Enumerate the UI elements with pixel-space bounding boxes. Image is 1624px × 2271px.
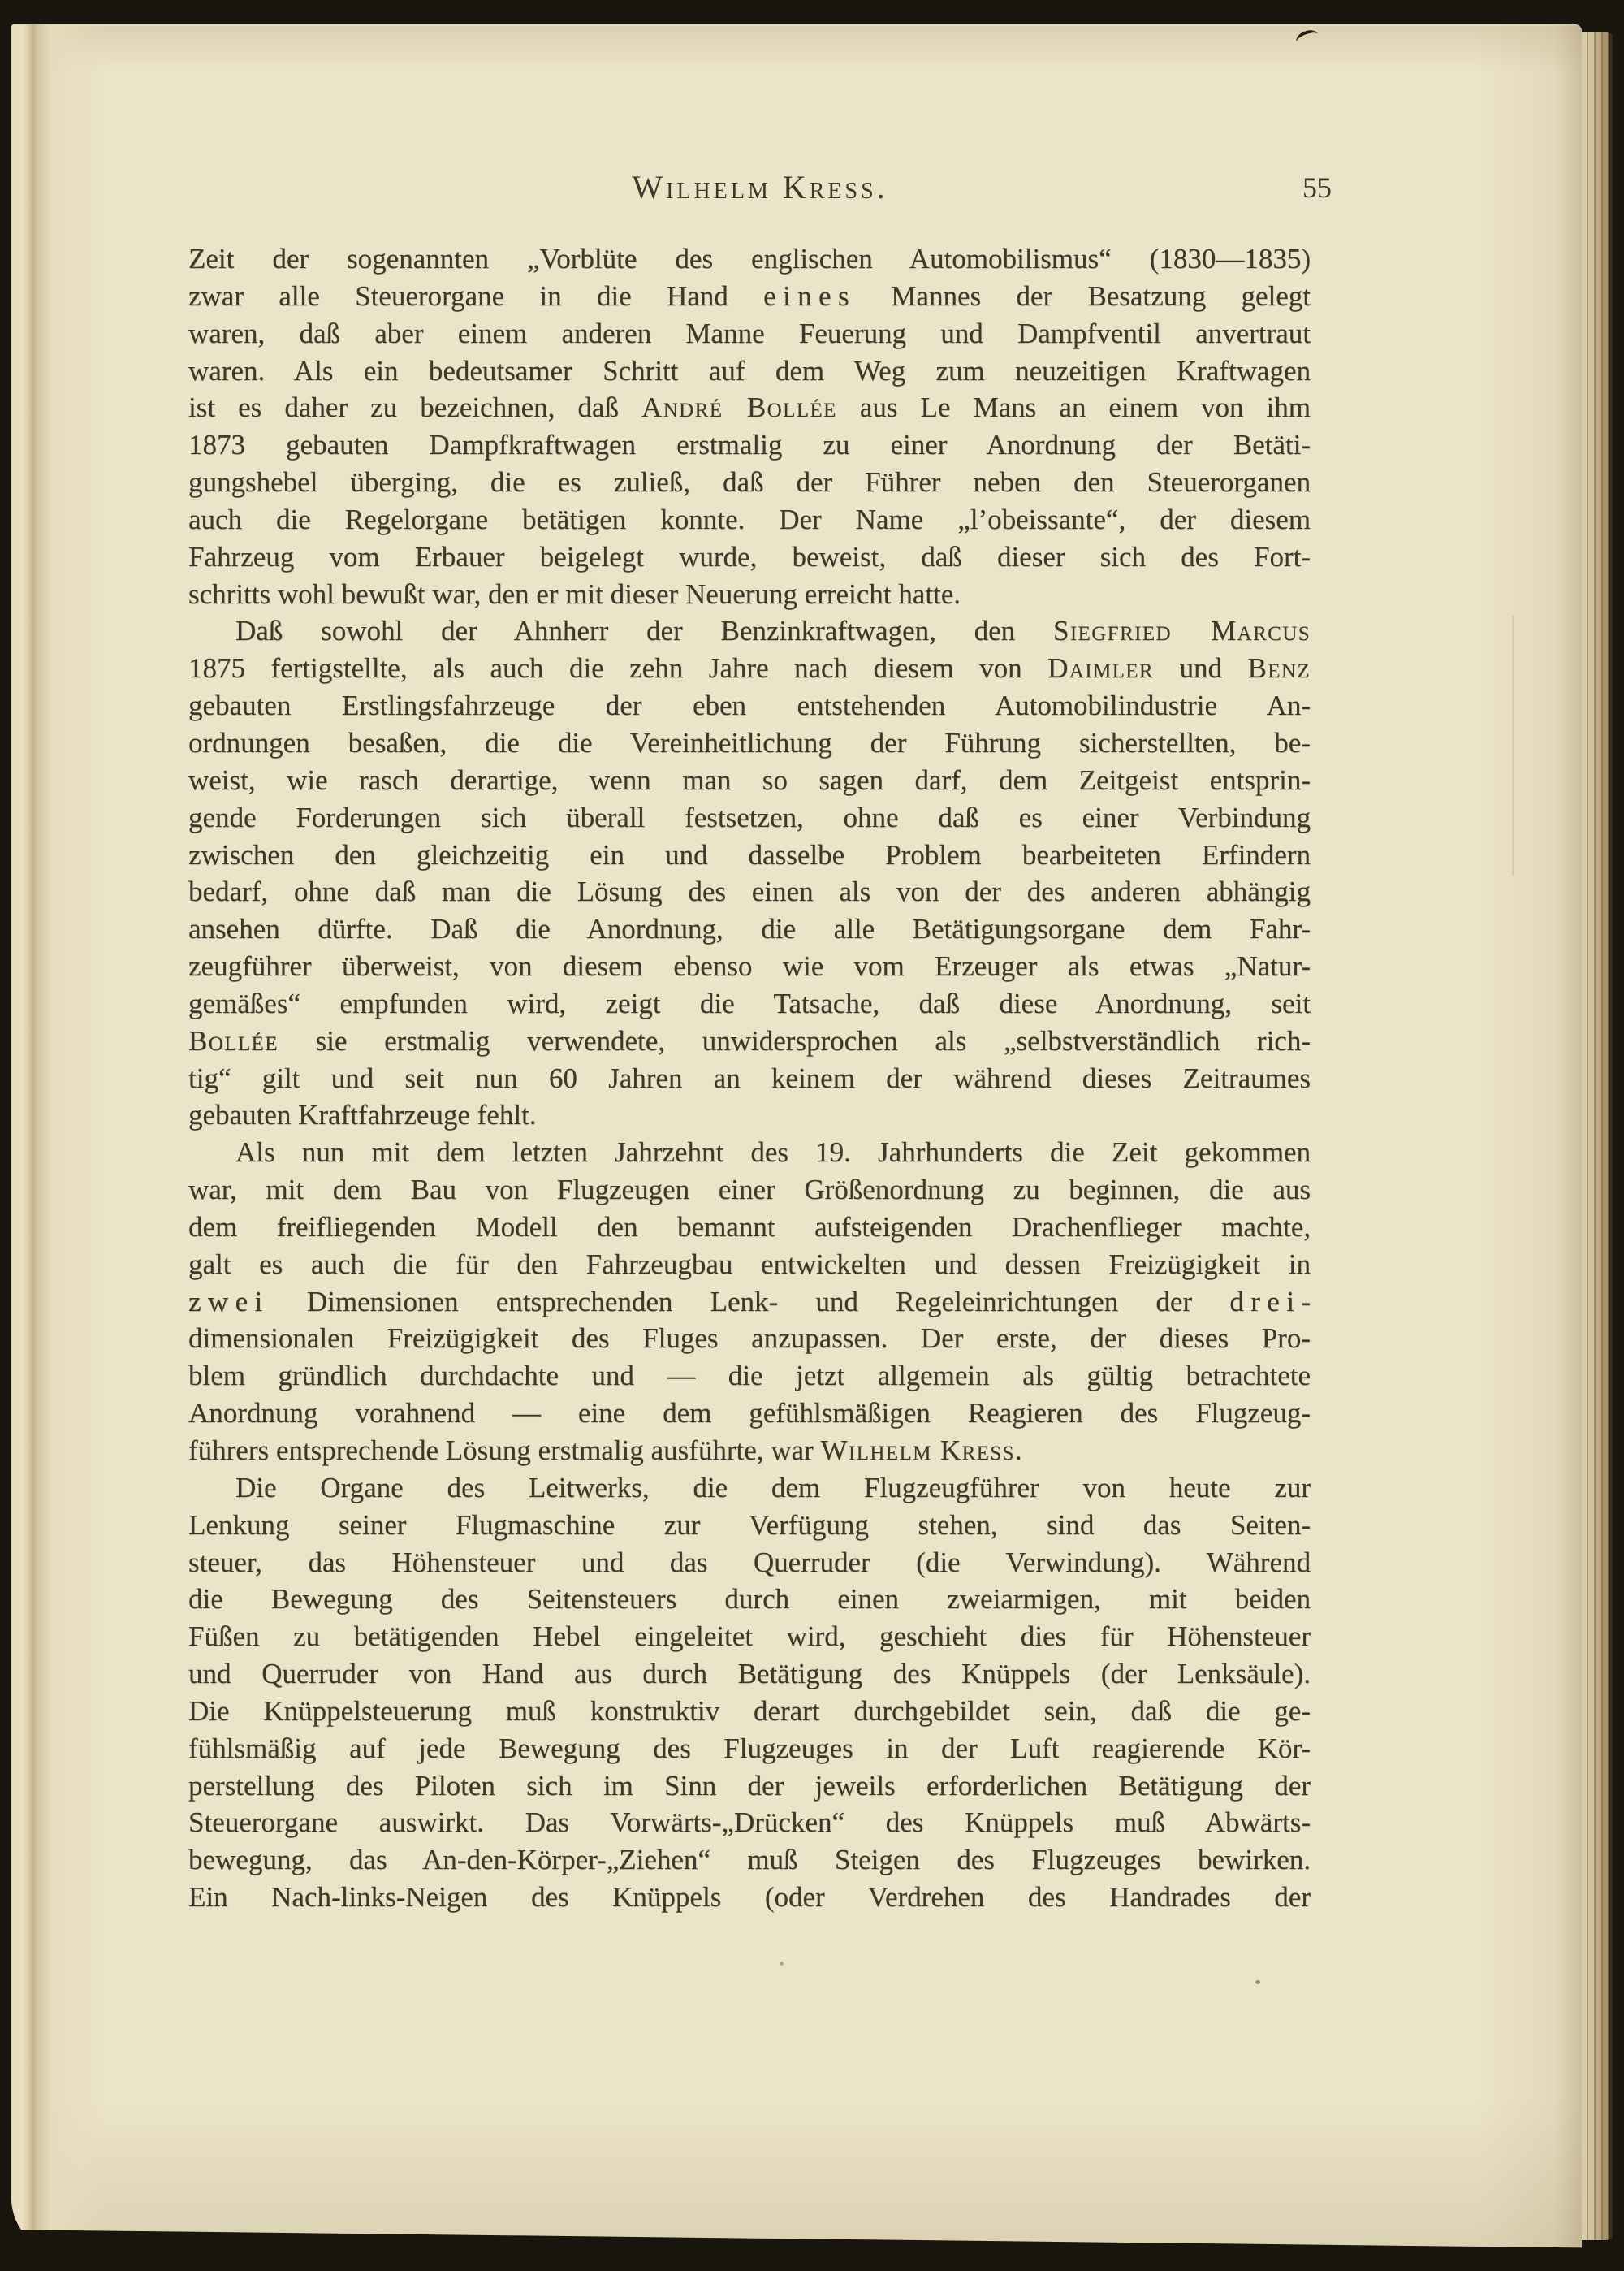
page-edge-stack — [1582, 32, 1618, 2240]
text-line: waren. Als ein bedeutsamer Schritt auf dem Weg zum neuzeitigen Kraftwagen — [188, 354, 1311, 387]
text-line: Ein Nach-links-Neigen des Knüppels (oder Verdrehen des Handrades der — [188, 1881, 1311, 1914]
small-caps-name: Bollée — [188, 1024, 279, 1057]
text-line: Die Organe des Leitwerks, die dem Flugzeugführer von heute zur — [235, 1471, 1311, 1503]
scan-artifact-line — [1512, 616, 1514, 876]
small-caps-name: Benz — [1247, 652, 1311, 685]
text-line: gungshebel überging, die es zuließ, daß der Führer neben den Steuerorganen — [188, 466, 1311, 499]
text-line: zeugführer überweist, von diesem ebenso wie vom Erzeuger als etwas „Natur- — [188, 950, 1311, 983]
text-line: ordnungen besaßen, die die Vereinheitlichung der Führung sicherstellten, be- — [188, 726, 1311, 759]
text-line: steuer, das Höhensteuer und das Querruder (die Verwindung). Während — [188, 1546, 1311, 1578]
page-header — [188, 170, 1332, 205]
letterspaced-emphasis: eines — [763, 279, 857, 312]
text-line: Als nun mit dem letzten Jahrzehnt des 19. Jahrhunderts die Zeit gekommen — [235, 1136, 1311, 1169]
scan-speck — [1255, 1980, 1260, 1984]
text-line: gemäßes“ empfunden wird, zeigt die Tatsache, daß diese Anordnung, seit — [188, 987, 1311, 1019]
gutter-shadow — [11, 24, 109, 2255]
text-line: führers entsprechende Lösung erstmalig ausführte, war Wilhelm Kress. — [188, 1434, 1022, 1466]
text-line: und Querruder von Hand aus durch Betätigung des Knüppels (der Lenksäule). — [188, 1658, 1311, 1690]
text-line: galt es auch die für den Fahrzeugbau entwickelten und dessen Freizügigkeit in — [188, 1248, 1311, 1280]
running-title: Wilhelm Kress. — [632, 169, 888, 205]
text-line: 1875 fertigstellte, als auch die zehn Jahre nach diesem von Daimler und Benz — [188, 652, 1311, 685]
page-number: 55 — [1302, 171, 1332, 204]
text-line: 1873 gebauten Dampfkraftwagen erstmalig zu einer Anordnung der Betäti- — [188, 429, 1311, 461]
small-caps-name: Wilhelm Kress — [820, 1434, 1015, 1466]
text-block — [188, 240, 1311, 1916]
text-line: Daß sowohl der Ahnherr der Benzinkraftwagen, den Siegfried Marcus — [235, 615, 1311, 647]
text-line: Zeit der sogenannten „Vorblüte des englischen Automobilismus“ (1830—1835) — [188, 243, 1311, 275]
page-curl-shade — [1476, 24, 1582, 2255]
text-line: auch die Regelorgane betätigen konnte. Der Name „l’obeissante“, der diesem — [188, 503, 1311, 535]
text-line: bedarf, ohne daß man die Lösung des einen als von der des anderen abhängig — [188, 876, 1311, 908]
text-line: die Bewegung des Seitensteuers durch einen zweiarmigen, mit beiden — [188, 1583, 1311, 1616]
small-caps-name: André Bollée — [641, 391, 837, 424]
text-line: Bollée sie erstmalig verwendete, unwidersprochen als „selbstverständlich rich- — [188, 1024, 1311, 1057]
text-line: war, mit dem Bau von Flugzeugen einer Größenordnung zu beginnen, die aus — [188, 1174, 1311, 1206]
text-line: Füßen zu betätigenden Hebel eingeleitet wird, geschieht dies für Höhensteuer — [188, 1620, 1311, 1653]
text-line: blem gründlich durchdachte und — die jetzt allgemein als gültig betrachtete — [188, 1360, 1311, 1392]
text-line: zwischen den gleichzeitig ein und dasselbe Problem bearbeiteten Erfindern — [188, 838, 1311, 871]
text-line: dimensionalen Freizügigkeit des Fluges anzupassen. Der erste, der dieses Pro- — [188, 1322, 1311, 1355]
text-line: gende Forderungen sich überall festsetzen, ohne daß es einer Verbindung — [188, 801, 1311, 833]
text-line: weist, wie rasch derartige, wenn man so sagen darf, dem Zeitgeist entsprin- — [188, 763, 1311, 796]
text-line: Anordnung vorahnend — eine dem gefühlsmäßigen Reagieren des Flugzeug- — [188, 1397, 1311, 1430]
text-line: Fahrzeug vom Erbauer beigelegt wurde, beweist, daß dieser sich des Fort- — [188, 540, 1311, 573]
scan-speck — [780, 1962, 784, 1966]
text-line: Steuerorgane auswirkt. Das Vorwärts-„Drücken“ des Knüppels muß Abwärts- — [188, 1806, 1311, 1839]
letterspaced-emphasis: zwei — [188, 1285, 270, 1317]
text-line: Lenkung seiner Flugmaschine zur Verfügung stehen, sind das Seiten- — [188, 1508, 1311, 1541]
paragraph — [188, 240, 1311, 612]
small-caps-name: Siegfried Marcus — [1052, 615, 1311, 647]
text-line: zwar alle Steuerorgane in die Hand eines Mannes der Besatzung gelegt — [188, 279, 1311, 312]
text-line: bewegung, das An-den-Körper-„Ziehen“ muß Steigen des Flugzeuges bewirken. — [188, 1844, 1311, 1876]
paragraph — [188, 1469, 1311, 1916]
text-line: ist es daher zu bezeichnen, daß André Bollée aus Le Mans an einem von ihm — [188, 391, 1311, 424]
paragraph — [188, 612, 1311, 1134]
paragraph — [188, 1134, 1311, 1469]
text-line: fühlsmäßig auf jede Bewegung des Flugzeuges in der Luft reagierende Kör- — [188, 1732, 1311, 1764]
text-line: gebauten Erstlingsfahrzeuge der eben entstehenden Automobilindustrie An- — [188, 690, 1311, 722]
small-caps-name: Daimler — [1047, 652, 1155, 685]
text-line: ansehen dürfte. Daß die Anordnung, die alle Betätigungsorgane dem Fahr- — [188, 913, 1311, 945]
text-line: gebauten Kraftfahrzeuge fehlt. — [188, 1099, 537, 1131]
text-line: zwei Dimensionen entsprechenden Lenk- und Regeleinrichtungen der drei- — [188, 1285, 1311, 1317]
text-line: schritts wohl bewußt war, den er mit dieser Neuerung erreicht hatte. — [188, 577, 961, 610]
text-line: Die Knüppelsteuerung muß konstruktiv derart durchgebildet sein, daß die ge- — [188, 1694, 1311, 1727]
text-line: perstellung des Piloten sich im Sinn der jeweils erforderlichen Betätigung der — [188, 1769, 1311, 1802]
text-line: waren, daß aber einem anderen Manne Feuerung und Dampfventil anvertraut — [188, 317, 1311, 349]
text-line: dem freifliegenden Modell den bemannt aufsteigenden Drachenflieger machte, — [188, 1210, 1311, 1243]
text-line: tig“ gilt und seit nun 60 Jahren an keinem der während dieses Zeitraumes — [188, 1062, 1311, 1094]
letterspaced-emphasis: drei — [1229, 1285, 1302, 1317]
